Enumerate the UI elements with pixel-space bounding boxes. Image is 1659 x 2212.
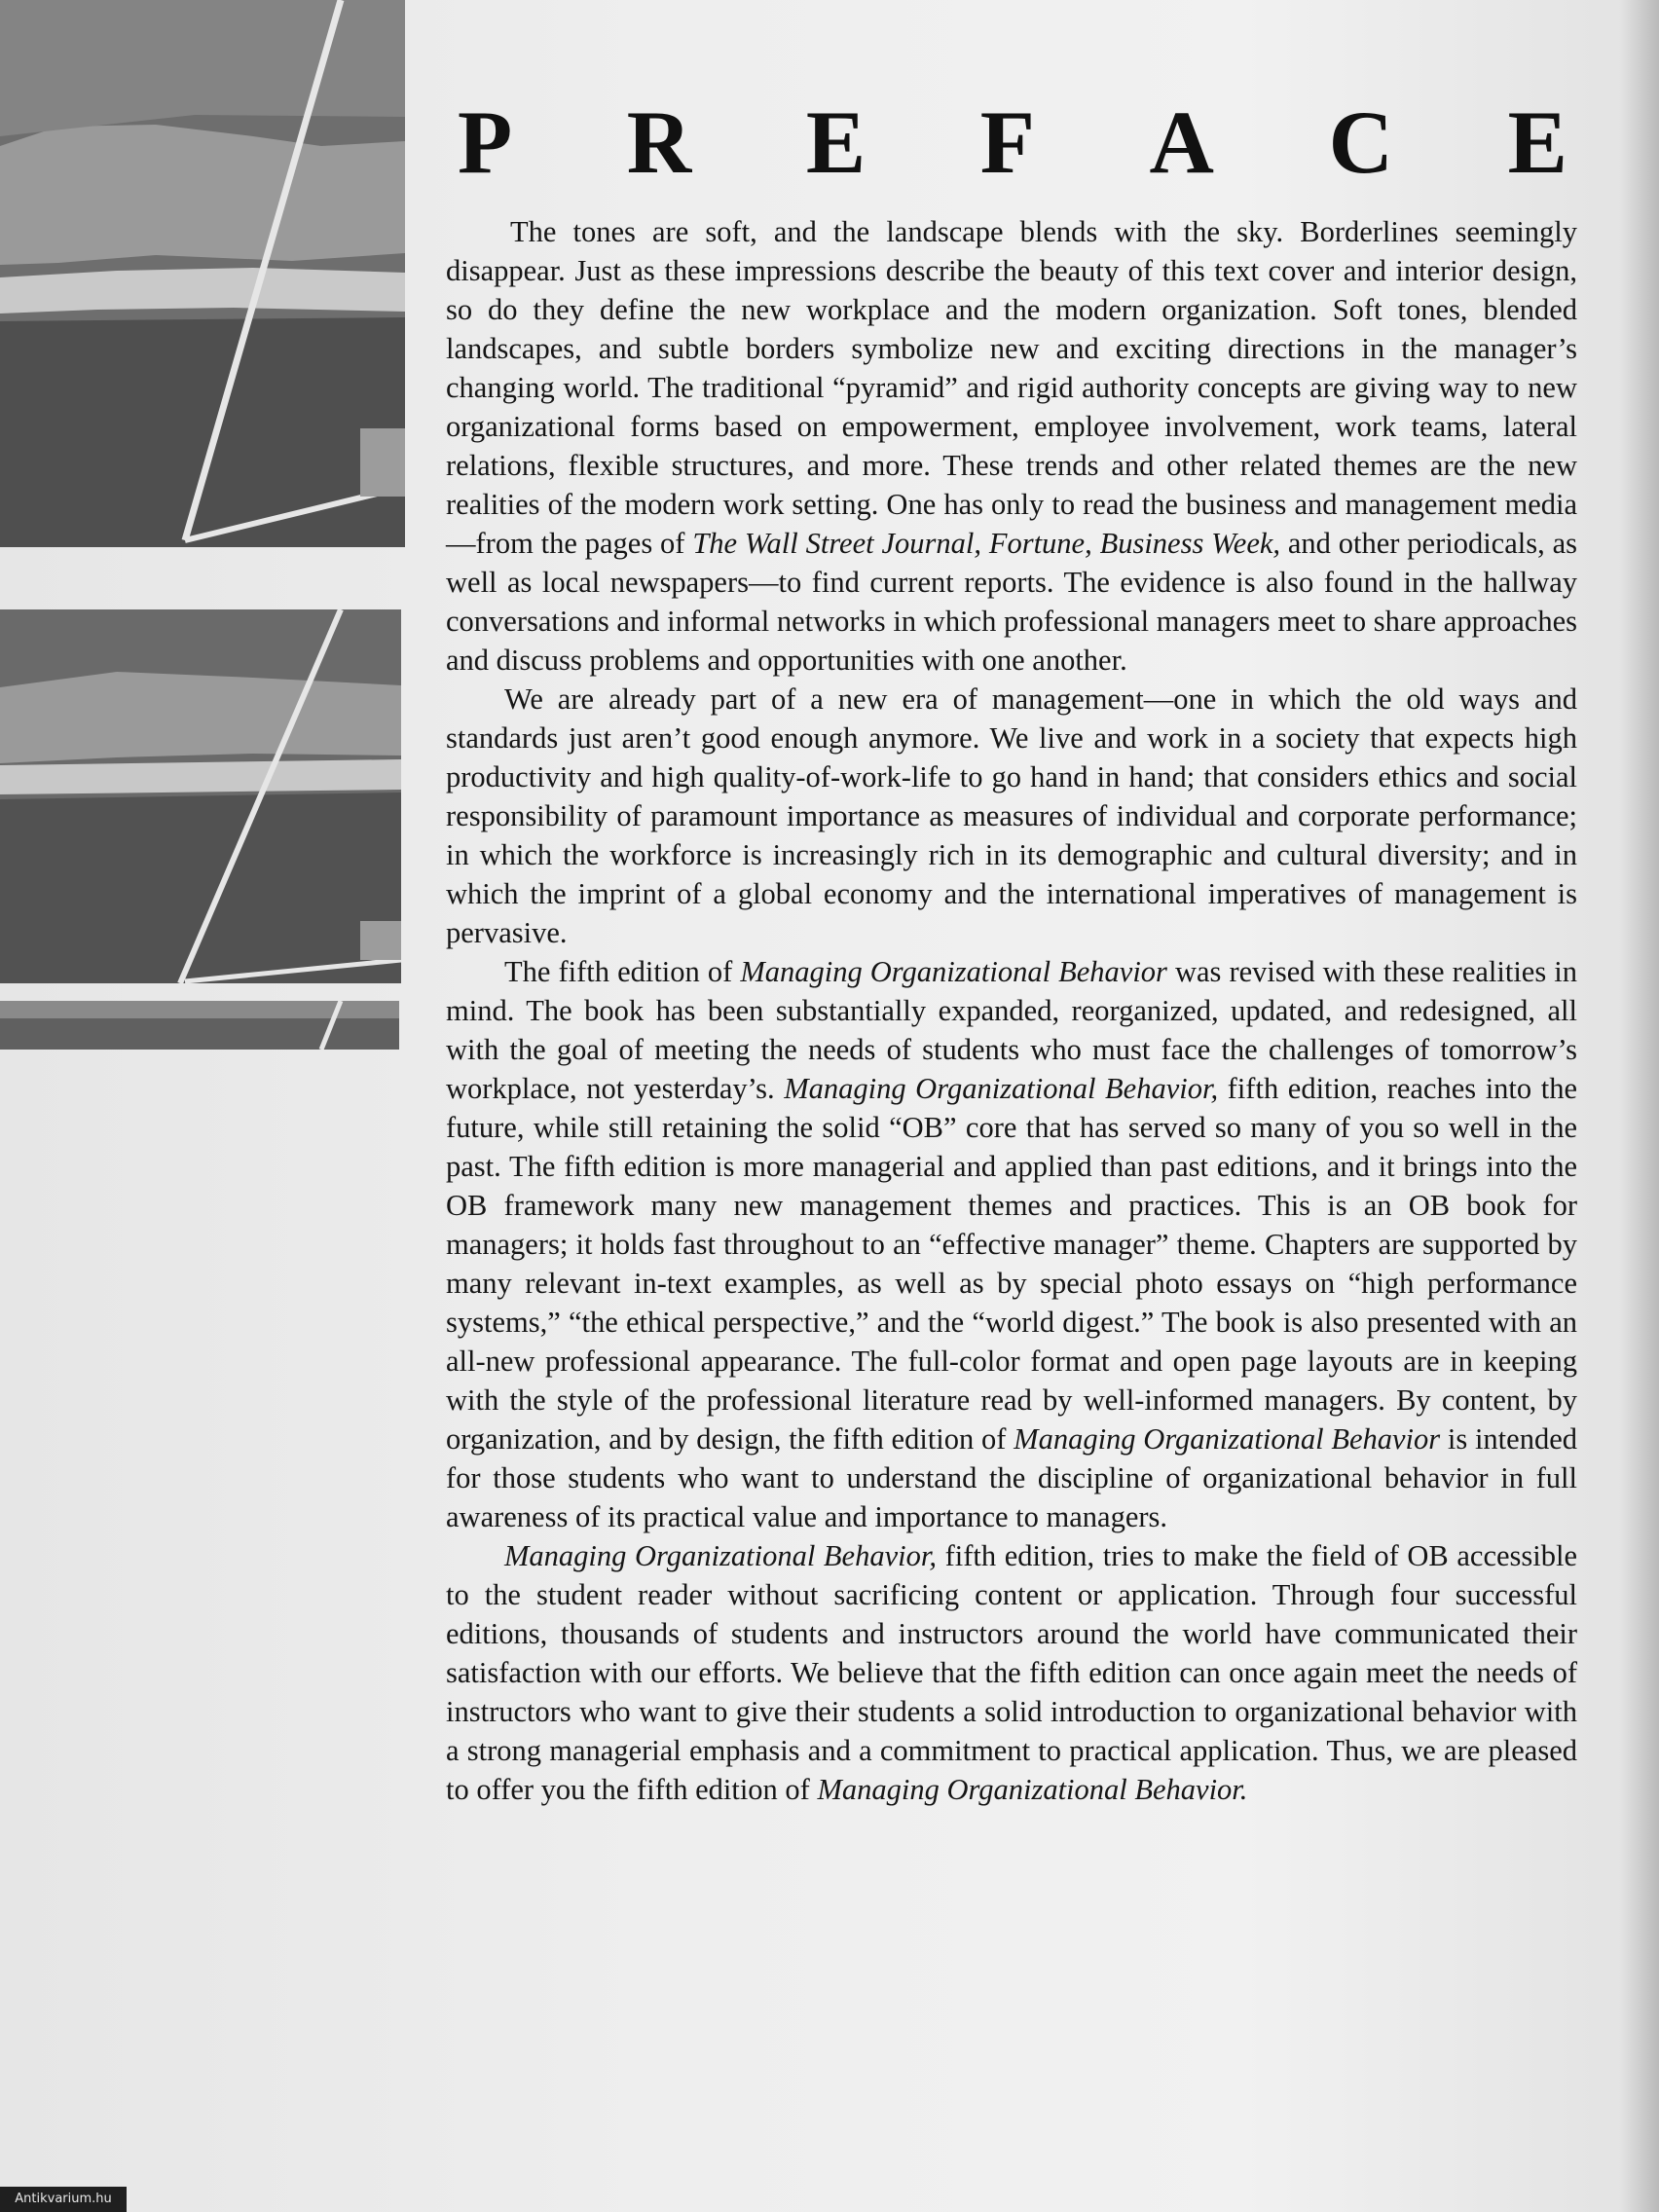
italic-title-text: Managing Organizational Behavior: [740, 955, 1167, 988]
spine-shadow: [1620, 0, 1659, 2212]
paragraph-text: fifth edition, reaches into the future, while still retaining the solid “OB” core that has served so many of you so well in the past. The fifth edition is more managerial and applied than past editions, and it brings into the OB framework many new management themes and practices. This is an OB book for managers; it holds fast throughout to an “effective manager” theme. Chapters are supported by many relevant in-text examples, as well as by special photo essays on “high performance systems,” “the ethical perspective,” and the “world digest.” The book is also presented with an all-new professional appearance. The full-color format and open page layouts are in keeping with the style of the professional literature read by well-informed managers. By content, by organization, and by design, the fifth edition of: [446, 1072, 1578, 1456]
cover-art-panel-top: [0, 0, 405, 547]
body-paragraph: [446, 680, 1577, 952]
title-letter: P: [458, 92, 513, 192]
paragraph-text: We are already part of a new era of management—one in which the old ways and standards just aren’t good enough anymore. We live and work in a society that expects high productivity and high quality-of-work-life to go hand in hand; that considers ethics and social responsibility of paramount importance as measures of individual and corporate performance; in which the workforce is increasingly rich in its demographic and cultural diversity; and in which the imprint of a global economy and the international imperatives of management is pervasive.: [446, 682, 1577, 949]
title-letter: A: [1149, 92, 1214, 192]
paragraph-text: The fifth edition of: [504, 955, 741, 988]
italic-title-text: The Wall Street Journal, Fortune, Business Week,: [692, 527, 1281, 560]
paragraph-text: was revised with these realities in mind. The book has been substantially expanded, reorganized, updated, and redesigned, all with the goal of meeting the needs of students who must face the challenges of tomorrow’s workplace, not yesterday’s.: [446, 955, 1577, 1105]
paragraph-text: and other periodicals, as well as local newspapers—to find current reports. The evidence is also found in the hallway conversations and informal networks in which professional managers meet to share approaches and discuss problems and opportunities with one another.: [446, 527, 1577, 677]
body-paragraph: [446, 952, 1577, 1536]
italic-title-text: Managing Organizational Behavior,: [504, 1539, 937, 1572]
title-letter: E: [1507, 92, 1567, 192]
title-letter: R: [626, 92, 692, 192]
preface-body: [446, 212, 1577, 1809]
body-paragraph: [446, 212, 1577, 680]
title-letter: C: [1328, 92, 1394, 192]
paragraph-text: The tones are soft, and the landscape blends with the sky. Borderlines seemingly disappear. Just as these impressions describe the beauty of this text cover and interior design, so do they define the new workplace and the modern organization. Soft tones, blended landscapes, and subtle borders symbolize new and exciting directions in the manager’s changing world. The traditional “pyramid” and rigid authority concepts are giving way to new organizational forms based on empowerment, employee involvement, work teams, lateral relations, flexible structures, and more. These trends and other related themes are the new realities of the modern work setting. One has only to read the business and management media—from the pages of: [446, 215, 1577, 560]
title-letter: F: [979, 92, 1035, 192]
italic-title-text: Managing Organizational Behavior,: [784, 1072, 1219, 1105]
cover-art-panel-middle: [0, 609, 401, 983]
title-letter: E: [805, 92, 866, 192]
paragraph-text: fifth edition, tries to make the field of OB accessible to the student reader without sacrificing content or application. Through four successful editions, thousands of students and instructors around the world have communicated their satisfaction with our efforts. We believe that the fifth edition can once again meet the needs of instructors who want to give their students a solid introduction to organizational behavior with a strong managerial emphasis and a commitment to practical application. Thus, we are pleased to offer you the fifth edition of: [446, 1539, 1578, 1806]
paragraph-text: is intended for those students who want to understand the discipline of organizational behavior in full awareness of its practical value and importance to managers.: [446, 1422, 1577, 1533]
cover-art-panel-strip: [0, 1001, 399, 1050]
body-paragraph: [446, 1536, 1577, 1809]
site-watermark: Antikvarium.hu: [0, 2187, 127, 2212]
page-title: [458, 93, 1567, 191]
italic-title-text: Managing Organizational Behavior.: [817, 1773, 1248, 1806]
italic-title-text: Managing Organizational Behavior: [1014, 1422, 1441, 1456]
